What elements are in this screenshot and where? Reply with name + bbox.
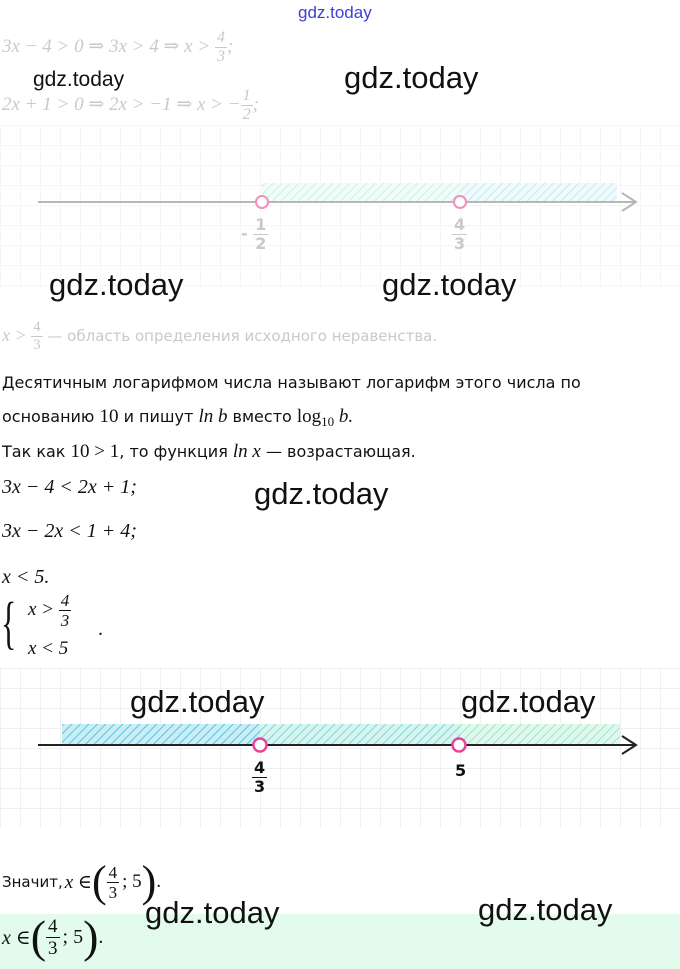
system-line-2: x < 5	[28, 638, 69, 659]
number-line-1	[0, 125, 680, 290]
since-line: Так как 10 > 1, то функция ln x — возрастающая.	[2, 441, 416, 462]
watermark: gdz.today	[254, 476, 389, 511]
watermark: gdz.today	[478, 892, 613, 927]
number-line-1-area	[0, 125, 680, 290]
point-four-thirds-2	[254, 739, 267, 752]
definition-line-1: Десятичным логарифмом числа называют логарифм этого числа по	[2, 373, 581, 392]
site-header-logo[interactable]: gdz.today	[298, 3, 372, 22]
watermark: gdz.today	[33, 68, 125, 91]
system-brace: {	[1, 590, 17, 655]
definition-line-2: основанию 10 и пишут ln b вместо $\log_{10} b$.	[2, 406, 354, 430]
point-five	[453, 739, 466, 752]
point-neg-half	[256, 196, 268, 208]
nl1-label-four-thirds: $\frac{4}{3}$	[454, 215, 466, 253]
hatch-x-greater-4-3	[460, 724, 620, 744]
system-end: .	[98, 618, 103, 640]
step-2: 3x − 2x < 1 + 4;	[2, 520, 137, 542]
nl1-label-neg-half: - $\frac{1}{2}$	[241, 215, 267, 253]
step-3: x < 5.	[2, 566, 50, 588]
conclusion-line: Значит, x ∈ ( $\frac{4}{3}$ ; 5 ) .	[2, 857, 162, 906]
answer-line: x ∈ ( $\frac{4}{3}$ ; 5 ) .	[2, 911, 104, 962]
faded-inequality-2: 2x + 1 > 0 ⇒ 2x > −1 ⇒ x > − $\frac{1}{2}$ ;	[2, 87, 259, 123]
system-line-1: x > $\frac{4}{3}$	[28, 591, 70, 630]
point-four-thirds	[454, 196, 466, 208]
watermark: gdz.today	[49, 267, 184, 302]
watermark: gdz.today	[145, 895, 280, 930]
nl2-label-five: 5	[455, 761, 467, 780]
faded-domain-line: x > $\frac{4}{3}$ — область определения исходного неравенства.	[2, 319, 438, 353]
step-1: 3x − 4 < 2x + 1;	[2, 476, 137, 498]
nl2-label-four-thirds: $\frac{4}{3}$	[254, 758, 266, 796]
watermark: gdz.today	[461, 684, 596, 719]
watermark: gdz.today	[344, 60, 479, 95]
watermark: gdz.today	[130, 684, 265, 719]
hatch-region-2	[460, 183, 617, 201]
faded-inequality-1: 3x − 4 > 0 ⇒ 3x > 4 ⇒ x > $\frac{4}{3}$ ;	[2, 29, 234, 65]
hatch-x-greater-4-3-overlap	[260, 724, 460, 744]
watermark: gdz.today	[382, 267, 517, 302]
